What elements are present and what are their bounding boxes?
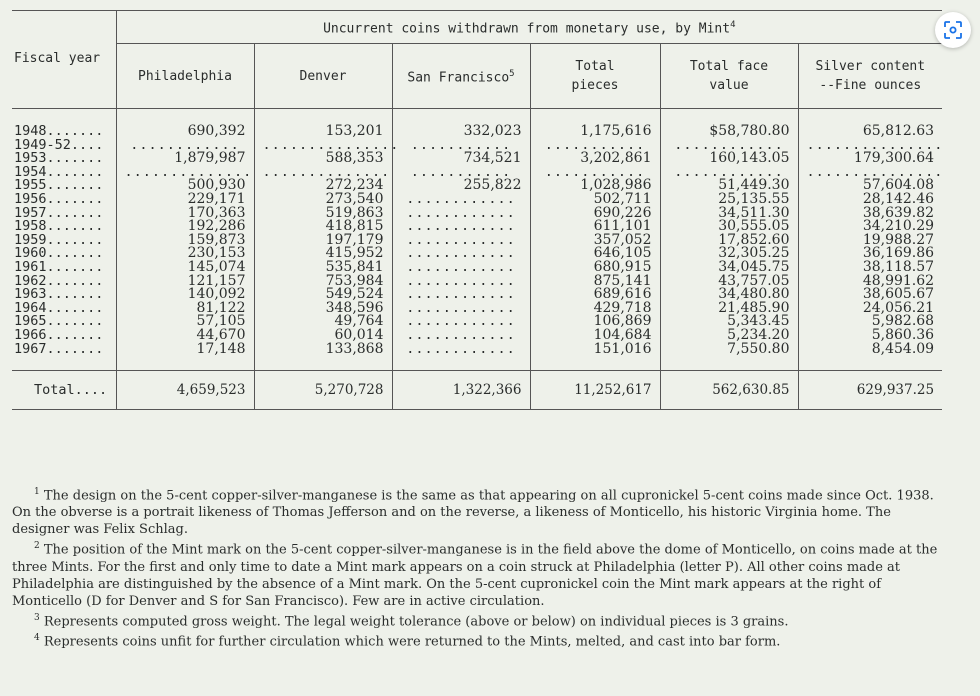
fiscal-year-cell: 1967....... [12,343,116,371]
san-francisco-cell: ............ [392,207,530,221]
total-philadelphia: 4,659,523 [116,371,254,410]
total-pieces-cell: ........... [530,166,660,180]
total-pieces-cell: 357,052 [530,234,660,248]
total-pieces-cell: 104,684 [530,329,660,343]
san-francisco-cell: ............ [392,275,530,289]
total-pieces-cell: 646,105 [530,247,660,261]
face-value-cell: 17,852.60 [660,234,798,248]
total-pieces-cell: 502,711 [530,193,660,207]
philadelphia-cell: 170,363 [116,207,254,221]
fiscal-year-cell: 1949-52.... [12,139,116,153]
face-value-cell: $58,780.80 [660,125,798,139]
fiscal-year-cell: 1960....... [12,247,116,261]
philadelphia-cell: .............. [116,166,254,180]
silver-content-cell: 38,639.82 [798,207,942,221]
scan-icon-glyph [943,20,963,40]
total-pieces-cell: 875,141 [530,275,660,289]
silver-content-cell: 65,812.63 [798,125,942,139]
fiscal-year-cell: 1965....... [12,315,116,329]
philadelphia-cell: 159,873 [116,234,254,248]
silver-content-cell: 24,056.21 [798,302,942,316]
face-value-cell: 21,485.90 [660,302,798,316]
san-francisco-cell: ........... [392,166,530,180]
coin-withdrawal-table [12,10,942,410]
philadelphia-cell: 192,286 [116,220,254,234]
total-pieces-cell: 429,718 [530,302,660,316]
fiscal-year-cell: 1961....... [12,261,116,275]
san-francisco-cell: ............ [392,329,530,343]
philadelphia-cell: 690,392 [116,125,254,139]
face-value-cell: 30,555.05 [660,220,798,234]
scan-icon[interactable] [935,12,971,48]
denver-cell: 549,524 [254,288,392,302]
total-label: Total.... [12,371,116,410]
total-pieces-cell: ........... [530,139,660,153]
footnote-4: $^4$ Represents coins unfit for further circulation which were returned to the Mints, melted, and cast into bar form. [34,632,781,650]
silver-content-cell: 38,605.67 [798,288,942,302]
fiscal-year-cell: 1954....... [12,166,116,180]
face-value-cell: 34,511.30 [660,207,798,221]
san-francisco-cell: ............ [392,302,530,316]
san-francisco-cell: 332,023 [392,125,530,139]
san-francisco-cell: ............ [392,343,530,371]
face-value-cell: ............ [660,139,798,153]
total-pieces-cell: 1,028,986 [530,179,660,193]
fiscal-year-cell: 1964....... [12,302,116,316]
total-pieces-cell: 611,101 [530,220,660,234]
philadelphia-cell: 145,074 [116,261,254,275]
philadelphia-cell: 230,153 [116,247,254,261]
face-value-cell: 34,480.80 [660,288,798,302]
silver-content-cell: 57,604.08 [798,179,942,193]
philadelphia-cell: 81,122 [116,302,254,316]
denver-cell: 133,868 [254,343,392,371]
denver-header: Denver [254,44,392,109]
san-francisco-cell: ............ [392,220,530,234]
total-pieces-cell: 690,226 [530,207,660,221]
philadelphia-cell: 1,879,987 [116,152,254,166]
denver-cell: 519,863 [254,207,392,221]
philadelphia-cell: 140,092 [116,288,254,302]
san-francisco-cell: ............ [392,193,530,207]
fiscal-year-header: Fiscal year [12,11,116,109]
silver-content-cell: 48,991.62 [798,275,942,289]
san-francisco-cell: ........... [392,139,530,153]
san-francisco-cell: ............ [392,234,530,248]
silver-content-cell: 5,860.36 [798,329,942,343]
fiscal-year-cell: 1966....... [12,329,116,343]
total-pieces-cell: 151,016 [530,343,660,371]
san-francisco-cell: 255,822 [392,179,530,193]
face-value-cell: 51,449.30 [660,179,798,193]
group-header: Uncurrent coins withdrawn from monetary use, by Mint$^4$ [116,11,942,44]
silver-content-cell: 8,454.09 [798,343,942,371]
philadelphia-cell: 121,157 [116,275,254,289]
face-value-cell: 32,305.25 [660,247,798,261]
philadelphia-header: Philadelphia [116,44,254,109]
total-pieces-cell: 680,915 [530,261,660,275]
fiscal-year-cell: 1957....... [12,207,116,221]
face-value-cell: 7,550.80 [660,343,798,371]
silver-content-header: Silver content --Fine ounces [798,44,942,109]
denver-cell: 535,841 [254,261,392,275]
denver-cell: 60,014 [254,329,392,343]
table-row [12,343,942,371]
philadelphia-cell: 44,670 [116,329,254,343]
philadelphia-cell: 500,930 [116,179,254,193]
san-francisco-cell: ............ [392,315,530,329]
san-francisco-header: San Francisco$^5$ [392,44,530,109]
fiscal-year-cell: 1958....... [12,220,116,234]
san-francisco-cell: ............ [392,288,530,302]
total-san-francisco: 1,322,366 [392,371,530,410]
fiscal-year-cell: 1963....... [12,288,116,302]
total-pieces-cell: 1,175,616 [530,125,660,139]
denver-cell: 272,234 [254,179,392,193]
face-value-cell: 5,234.20 [660,329,798,343]
silver-content-cell: 28,142.46 [798,193,942,207]
philadelphia-cell: 57,105 [116,315,254,329]
footnote-2: $^2$ The position of the Mint mark on the 5-cent copper-silver-manganese is in the field above the dome of Monticello, on coins made at the three Mints. For the first and only time to date a Mint mark appears on a coin struck at Philadelphia (letter P). All other coins made at Philadelphia are distinguished by the absence of a Mint mark. On the 5-cent cupronickel coin the Mint mark appears at the right of Monticello (D for Denver and S for San Francisco). Few are in active circulation. [12,541,938,609]
philadelphia-cell: 229,171 [116,193,254,207]
total-pieces-header: Total pieces [530,44,660,109]
san-francisco-cell: 734,521 [392,152,530,166]
face-value-cell: 25,135.55 [660,193,798,207]
face-value-cell: 5,343.45 [660,315,798,329]
denver-cell: 588,353 [254,152,392,166]
denver-cell: 49,764 [254,315,392,329]
silver-content-cell: 5,982.68 [798,315,942,329]
total-pieces: 11,252,617 [530,371,660,410]
denver-cell: 153,201 [254,125,392,139]
philadelphia-cell: ............ [116,139,254,153]
face-value-cell: 160,143.05 [660,152,798,166]
face-value-cell: 43,757.05 [660,275,798,289]
denver-cell: .............. [254,166,392,180]
denver-cell: 197,179 [254,234,392,248]
denver-cell: 753,984 [254,275,392,289]
silver-content-cell: 34,210.29 [798,220,942,234]
footnotes [12,484,942,650]
total-pieces-cell: 106,869 [530,315,660,329]
face-value-cell: ............ [660,166,798,180]
total-face-value-header: Total face value [660,44,798,109]
silver-content-cell: ............... [798,139,942,153]
fiscal-year-cell: 1953....... [12,152,116,166]
fiscal-year-cell: 1955....... [12,179,116,193]
footnote-3: $^3$ Represents computed gross weight. The legal weight tolerance (above or below) on individual pieces is 3 grains. [34,612,789,629]
san-francisco-cell: ............ [392,247,530,261]
denver-cell: 273,540 [254,193,392,207]
denver-cell: 348,596 [254,302,392,316]
silver-content-cell: ............... [798,166,942,180]
face-value-cell: 34,045.75 [660,261,798,275]
silver-content-cell: 36,169.86 [798,247,942,261]
denver-cell: ............... [254,139,392,153]
philadelphia-cell: 17,148 [116,343,254,371]
total-face-value: 562,630.85 [660,371,798,410]
silver-content-cell: 38,118.57 [798,261,942,275]
total-silver-content: 629,937.25 [798,371,942,410]
silver-content-cell: 179,300.64 [798,152,942,166]
total-pieces-cell: 689,616 [530,288,660,302]
silver-content-cell: 19,988.27 [798,234,942,248]
denver-cell: 415,952 [254,247,392,261]
fiscal-year-cell: 1959....... [12,234,116,248]
denver-cell: 418,815 [254,220,392,234]
footnote-1: $^1$ The design on the 5-cent copper-silver-manganese is the same as that appearing on all cupronickel 5-cent coins made since Oct. 1938. On the obverse is a portrait likeness of Thomas Jefferson and on the reverse, a likeness of Monticello, his historic Virginia home. The designer was Felix Schlag. [12,487,934,538]
san-francisco-cell: ............ [392,261,530,275]
fiscal-year-cell: 1956....... [12,193,116,207]
total-pieces-cell: 3,202,861 [530,152,660,166]
fiscal-year-cell: 1948....... [12,125,116,139]
total-row [12,371,942,410]
fiscal-year-cell: 1962....... [12,275,116,289]
total-denver: 5,270,728 [254,371,392,410]
